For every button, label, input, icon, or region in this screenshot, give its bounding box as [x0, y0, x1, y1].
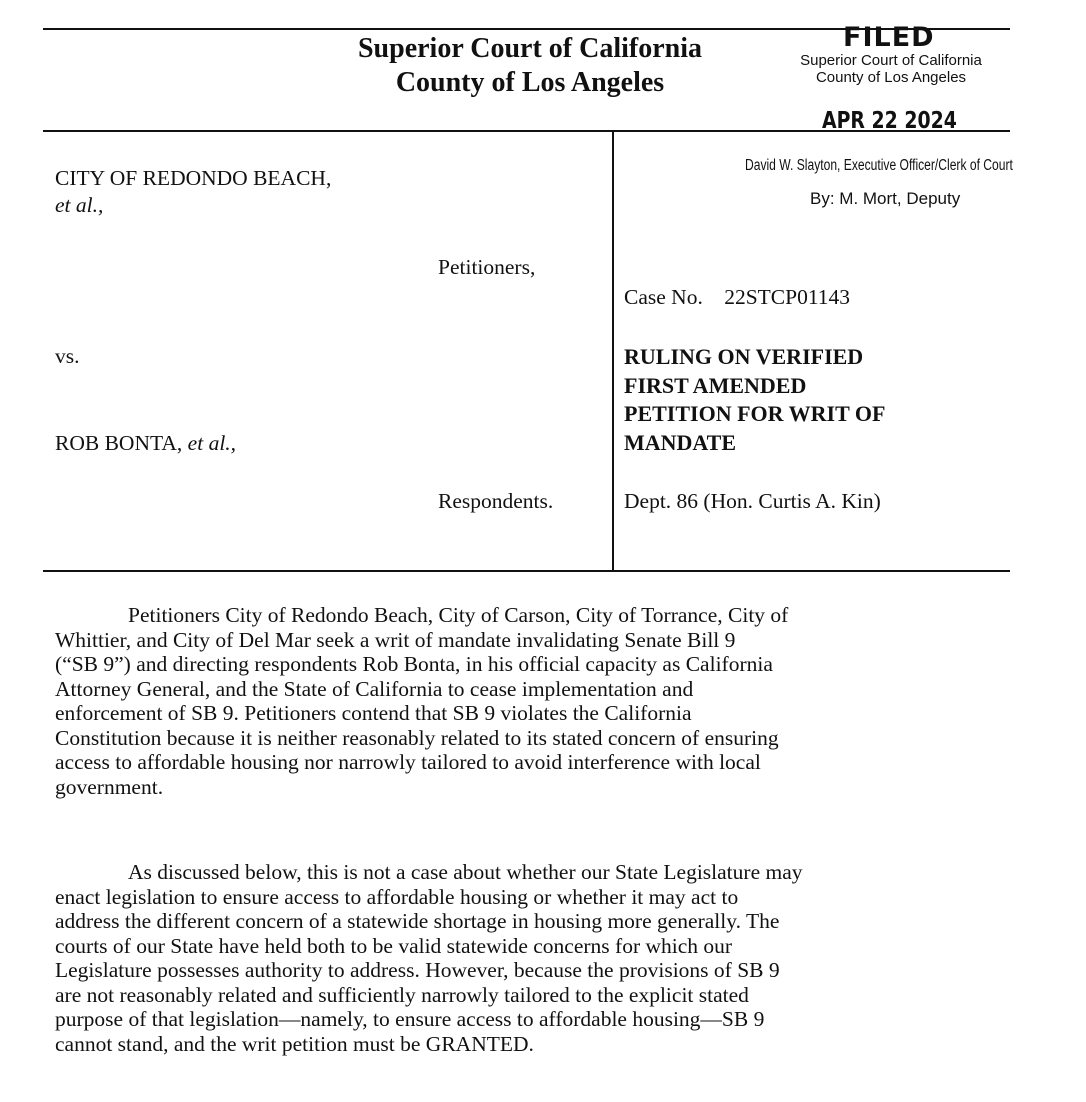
paragraph-1	[55, 603, 1045, 799]
filed-stamp-label: FILED	[843, 22, 935, 53]
petitioner-etal	[55, 192, 103, 219]
ruling-title-line: PETITION FOR WRIT OF	[624, 401, 886, 426]
stamp-court-name: Superior Court of California	[800, 52, 982, 69]
ruling-title-line: MANDATE	[624, 429, 737, 455]
court-name: Superior Court of California	[357, 33, 703, 64]
clerk-line: David W. Slayton, Executive Officer/Clerk of Court	[745, 157, 1013, 174]
case-number-line	[624, 284, 850, 311]
ruling-title-line: RULING ON VERIFIED	[624, 344, 864, 369]
paragraph-line: enact legislation to ensure access to affordable housing or whether it may act to	[55, 884, 739, 909]
petitioner-role: Petitioners,	[438, 255, 536, 279]
paragraph-line: are not reasonably related and sufficiently narrowly tailored to the explicit stated	[55, 982, 749, 1007]
paragraph-line: address the different concern of a statewide shortage in housing more generally. The	[55, 909, 780, 933]
paragraph-line: government.	[55, 774, 164, 799]
paragraph-line: Petitioners City of Redondo Beach, City of Carson, City of Torrance, City of	[128, 603, 789, 627]
paragraph-2	[55, 860, 1045, 1056]
case-number: 22STCP01143	[724, 285, 851, 309]
petitioner-name	[55, 165, 331, 192]
paragraph-line: Constitution because it is neither reasonably related to its stated concern of ensuring	[55, 725, 779, 750]
paragraph-line: Attorney General, and the State of California to cease implementation and	[55, 676, 694, 701]
court-header	[300, 32, 760, 100]
deputy-line: By: M. Mort, Deputy	[810, 189, 961, 208]
paragraph-line: Legislature possesses authority to address. However, because the provisions of SB 9	[55, 958, 780, 982]
petitioner-name-text: CITY OF REDONDO BEACH,	[55, 166, 332, 190]
respondent-role: Respondents.	[438, 489, 554, 513]
petitioner-etal-text: et al.,	[55, 193, 104, 217]
paragraph-line: enforcement of SB 9. Petitioners contend that SB 9 violates the California	[55, 701, 692, 725]
caption-divider	[612, 131, 614, 571]
ruling-title-line: FIRST AMENDED	[624, 372, 807, 398]
stamp-county: County of Los Angeles	[815, 69, 967, 86]
stamp-date: APR 22 2024	[822, 108, 957, 134]
paragraph-line: purpose of that legislation—namely, to ensure access to affordable housing—SB 9	[55, 1007, 765, 1031]
respondent-name-text: ROB BONTA,	[55, 431, 183, 455]
paragraph-line: access to affordable housing nor narrowly tailored to avoid interference with local	[55, 750, 761, 774]
caption-bottom-rule	[43, 570, 1010, 572]
ruling-title	[624, 343, 885, 457]
paragraph-line: cannot stand, and the writ petition must be GRANTED.	[55, 1031, 534, 1056]
paragraph-line: (“SB 9”) and directing respondents Rob Bonta, in his official capacity as California	[55, 652, 773, 676]
paragraph-line: As discussed below, this is not a case about whether our State Legislature may	[128, 860, 803, 884]
court-county: County of Los Angeles	[395, 67, 665, 98]
versus: vs.	[55, 344, 80, 368]
paragraph-line: Whittier, and City of Del Mar seek a writ of mandate invalidating Senate Bill 9	[55, 627, 736, 652]
respondent-etal-text: et al.,	[187, 431, 237, 455]
paragraph-line: courts of our State have held both to be valid statewide concerns for which our	[55, 933, 733, 958]
case-label: Case No.	[624, 285, 703, 309]
department-line: Dept. 86 (Hon. Curtis A. Kin)	[624, 489, 881, 513]
respondent-name	[55, 430, 236, 457]
